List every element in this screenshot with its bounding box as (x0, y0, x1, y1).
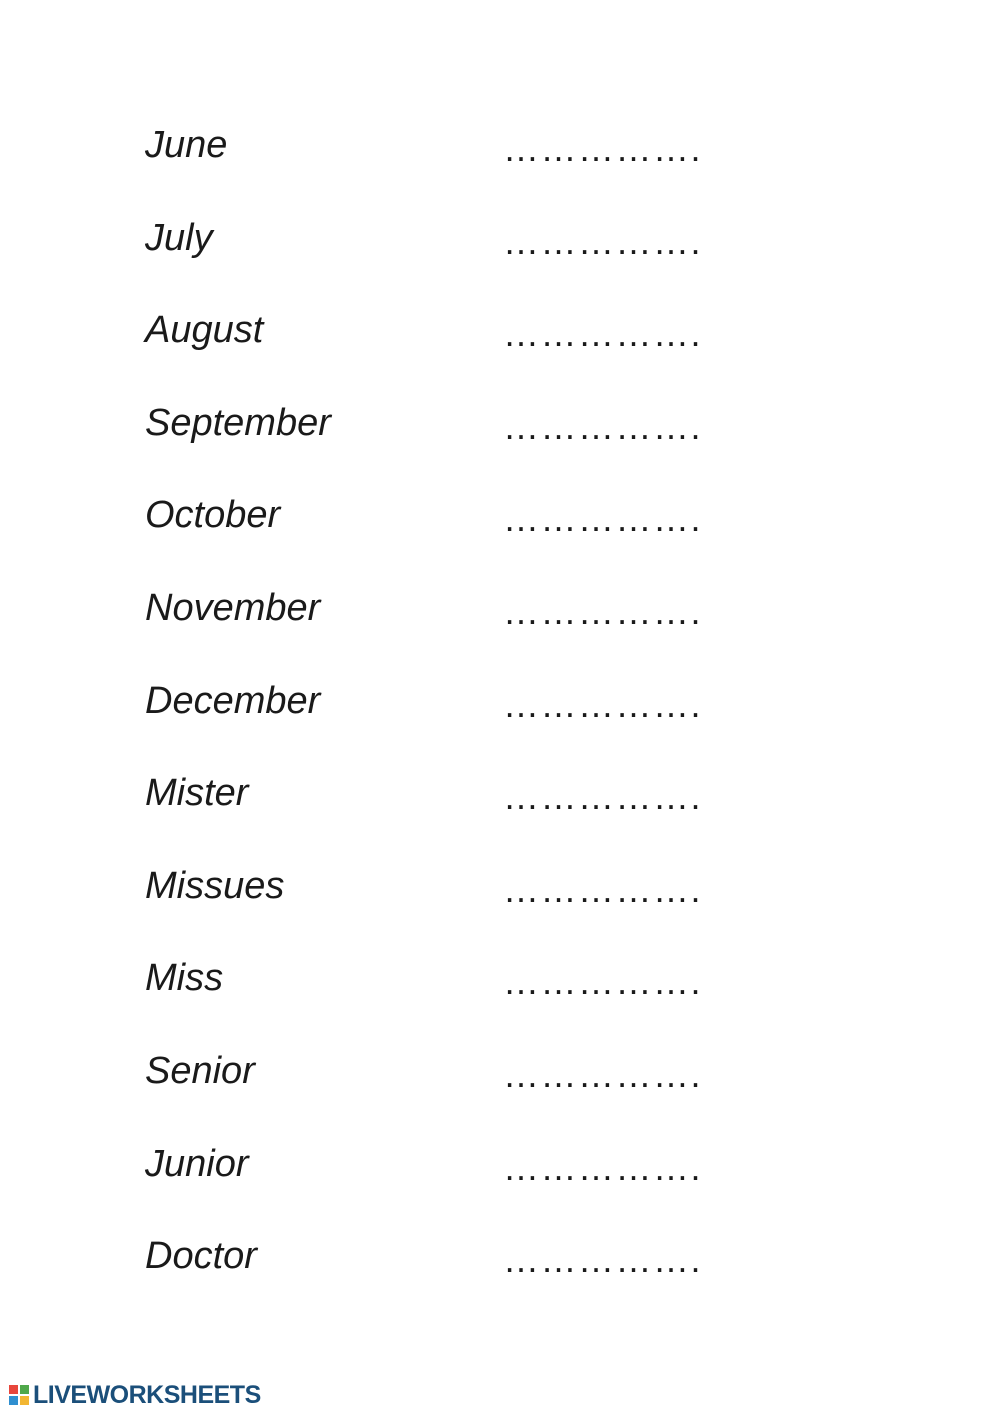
word-label: June (145, 124, 228, 166)
list-item (0, 214, 1000, 274)
word-label: Mister (145, 772, 249, 814)
word-label: September (145, 402, 331, 444)
answer-blank[interactable]: ……………. (503, 221, 703, 262)
word-label: December (145, 680, 321, 722)
word-label: Junior (145, 1143, 249, 1185)
list-item (0, 1140, 1000, 1200)
word-label: October (145, 494, 281, 536)
liveworksheets-logo-icon (8, 1384, 30, 1406)
answer-blank[interactable]: ……………. (503, 684, 703, 725)
list-item (0, 306, 1000, 366)
logo-icon-cell (19, 1384, 30, 1395)
answer-blank[interactable]: ……………. (503, 776, 703, 817)
list-item (0, 399, 1000, 459)
list-item (0, 584, 1000, 644)
answer-blank[interactable]: ……………. (503, 961, 703, 1002)
answer-blank[interactable]: ……………. (503, 1054, 703, 1095)
word-label: Missues (145, 865, 285, 907)
word-label: Miss (145, 957, 224, 999)
logo-icon-cell (8, 1384, 19, 1395)
answer-blank[interactable]: ……………. (503, 128, 703, 169)
word-label: Senior (145, 1050, 255, 1092)
word-label: November (145, 587, 321, 629)
logo-icon-cell (8, 1395, 19, 1406)
answer-blank[interactable]: ……………. (503, 498, 703, 539)
answer-blank[interactable]: ……………. (503, 869, 703, 910)
list-item (0, 1232, 1000, 1292)
list-item (0, 954, 1000, 1014)
word-label: July (145, 217, 213, 259)
logo-icon-cell (19, 1395, 30, 1406)
answer-blank[interactable]: ……………. (503, 406, 703, 447)
answer-blank[interactable]: ……………. (503, 591, 703, 632)
list-item (0, 491, 1000, 551)
list-item (0, 862, 1000, 922)
list-item (0, 769, 1000, 829)
list-item (0, 1047, 1000, 1107)
list-item (0, 121, 1000, 181)
word-label: Doctor (145, 1235, 257, 1277)
logo-text: LIVEWORKSHEETS (33, 1380, 261, 1409)
answer-blank[interactable]: ……………. (503, 1239, 703, 1280)
word-label: August (145, 309, 264, 351)
answer-blank[interactable]: ……………. (503, 1147, 703, 1188)
liveworksheets-logo (8, 1380, 261, 1410)
answer-blank[interactable]: ……………. (503, 313, 703, 354)
list-item (0, 677, 1000, 737)
